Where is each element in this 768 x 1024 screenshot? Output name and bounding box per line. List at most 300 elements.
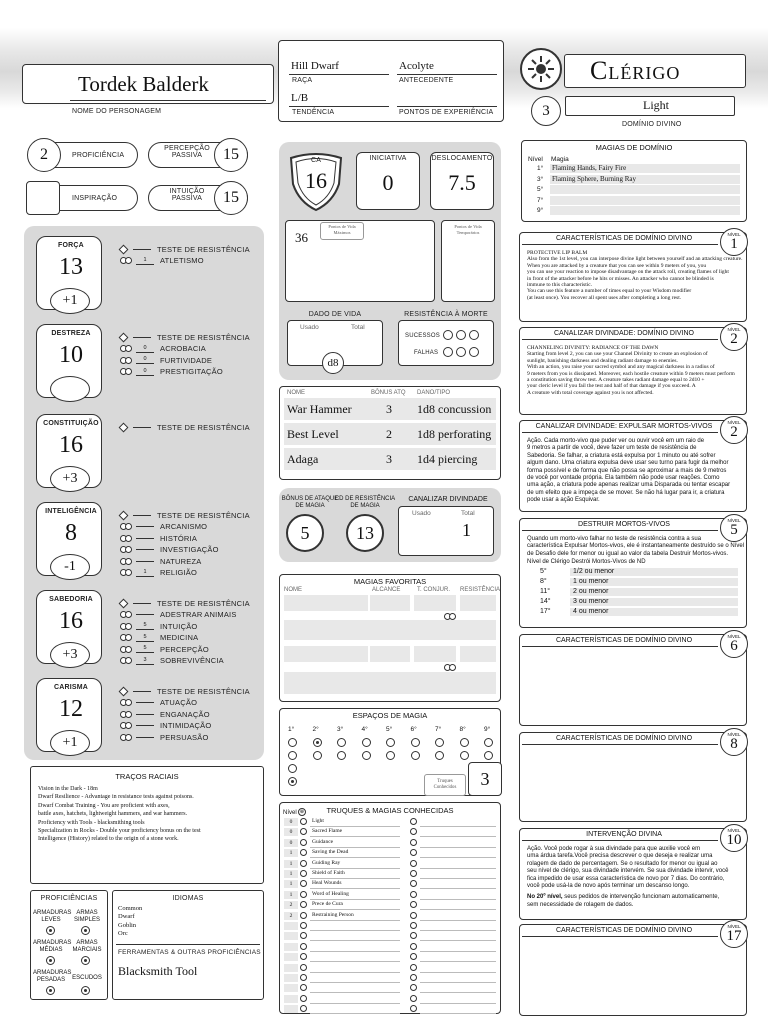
fav-spell-2-range[interactable] <box>370 646 410 662</box>
skill-value[interactable]: 5 <box>136 645 154 653</box>
skill-label: INTIMIDAÇÃO <box>160 721 212 730</box>
known-spell-prepared[interactable] <box>300 860 307 867</box>
save-proficiency-icon[interactable] <box>119 422 129 432</box>
racial-traits-text[interactable] <box>38 785 260 844</box>
feature-text-line: você pode usá-la de novo após terminar um descanso longo. <box>527 883 690 889</box>
known-spell-level[interactable] <box>284 953 298 961</box>
class-level[interactable]: 3 <box>531 96 561 126</box>
ability-modifier[interactable]: +1 <box>50 730 90 756</box>
channel-total-value[interactable]: 1 <box>462 520 471 540</box>
known-spell-level[interactable] <box>284 1005 298 1013</box>
skill-label: INTUIÇÃO <box>160 621 198 631</box>
known-spell-level[interactable]: 0 <box>284 818 298 826</box>
spell-slot-toggle[interactable] <box>313 751 322 760</box>
ability-name: DESTREZA <box>51 330 91 337</box>
skill-label: INVESTIGAÇÃO <box>160 545 219 554</box>
feature-table-level: 11° <box>540 588 551 596</box>
skill-value[interactable]: 1 <box>136 257 154 265</box>
skill-proficiency-icon[interactable] <box>120 699 130 706</box>
spell-slot-toggle[interactable] <box>411 738 420 747</box>
known-spell-name[interactable]: Saving the Dead <box>312 849 349 856</box>
known-spell-prepared-2[interactable] <box>410 891 417 898</box>
known-spell-prepared[interactable] <box>300 995 307 1002</box>
cantrips-known-value[interactable]: 3 <box>468 762 502 796</box>
armor-class-value[interactable]: 16 <box>305 168 327 193</box>
skill-value[interactable]: 3 <box>136 657 154 665</box>
known-spell-prepared[interactable] <box>300 839 307 846</box>
weapons-martial-label: ARMAS MARCIAIS <box>72 940 102 953</box>
initiative-value[interactable]: 0 <box>382 170 394 195</box>
ability-modifier[interactable]: +3 <box>50 642 90 668</box>
armor-light-toggle[interactable] <box>46 926 55 935</box>
spell-slots-title: ESPAÇOS DE MAGIA <box>352 711 428 720</box>
racial-traits-title: TRAÇOS RACIAIS <box>115 772 179 781</box>
feature-level[interactable]: NÍVEL 5 <box>720 514 748 542</box>
known-spell-prepared-2[interactable] <box>410 943 417 950</box>
feature-level[interactable]: NÍVEL 8 <box>720 728 748 756</box>
spell-slot-toggle[interactable] <box>337 751 346 760</box>
known-spell-name[interactable]: Sacred Flame <box>312 828 343 835</box>
known-spell-name[interactable]: Light <box>312 818 324 824</box>
known-spell-line <box>310 982 400 983</box>
known-spells-level-label: Nível <box>283 810 297 816</box>
known-spell-prepared-2[interactable] <box>410 818 417 825</box>
ability-score[interactable]: 8 <box>65 520 77 546</box>
skill-value[interactable] <box>136 725 154 726</box>
spell-slot-toggle[interactable] <box>288 738 297 747</box>
known-spell-line <box>310 961 400 962</box>
passive-perception-label-1: PERCEPÇÃO <box>164 145 210 152</box>
known-spell-prepared-2[interactable] <box>410 912 417 919</box>
feature-title-underline <box>522 936 718 937</box>
skill-row <box>120 556 201 566</box>
skill-row <box>120 610 237 620</box>
feature-text-line: característica Expulsar Mortos-vivos, ele é instantaneamente destruído se o Nível <box>527 543 745 550</box>
feature-table-level: 17° <box>540 608 551 616</box>
spell-slot-toggle[interactable] <box>460 751 469 760</box>
save-proficiency-icon[interactable] <box>119 686 129 696</box>
feature-title: CARACTERÍSTICAS DE DOMÍNIO DIVINO <box>555 235 693 242</box>
background-value[interactable]: Acolyte <box>399 60 434 72</box>
alignment-value[interactable]: L/B <box>291 92 309 104</box>
skill-proficiency-icon[interactable] <box>120 634 130 641</box>
known-spell-name[interactable]: Word of Healing <box>312 890 349 897</box>
attack-damage: 1d4 piercing <box>417 452 478 466</box>
skill-value[interactable] <box>133 691 151 692</box>
known-spells-filter[interactable]: ⊕ <box>299 810 305 815</box>
known-spell-line-2 <box>420 1003 496 1004</box>
spell-slot-toggle[interactable] <box>435 738 444 747</box>
ability-score[interactable]: 10 <box>59 342 83 368</box>
spell-slot-toggle[interactable] <box>288 777 297 786</box>
known-spell-line-2 <box>420 826 496 827</box>
spell-slot-toggle[interactable] <box>386 751 395 760</box>
tools-title: FERRAMENTAS & OUTRAS PROFICIÊNCIAS <box>118 949 261 956</box>
speed-value[interactable]: 7.5 <box>448 170 476 195</box>
ability-modifier[interactable]: +1 <box>50 288 90 314</box>
feature-level[interactable]: NÍVEL 10 <box>720 824 748 852</box>
feature-text-line: forma possível e de forma que não possa se aproximar a mais de 9 metros <box>527 467 727 474</box>
skill-proficiency-icon[interactable] <box>120 711 130 718</box>
domain-label: DOMÍNIO DIVINO <box>622 121 682 128</box>
skill-row <box>120 344 206 354</box>
skill-label: ARCANISMO <box>160 522 208 531</box>
known-spell-level[interactable] <box>284 974 298 982</box>
save-proficiency-icon[interactable] <box>119 598 129 608</box>
skill-proficiency-icon[interactable] <box>120 368 130 375</box>
feature-text-line: seu nível de clérigo, sua divindade intervém. Se sua divindade intervir, você <box>527 868 729 875</box>
skill-proficiency-icon[interactable] <box>120 646 130 653</box>
racial-trait-line: Vision in the Dark - 18m <box>38 786 98 792</box>
skill-value[interactable] <box>133 427 151 428</box>
fav-spell-2-save[interactable] <box>460 646 496 662</box>
skill-proficiency-icon[interactable] <box>120 657 130 664</box>
feature-table-level: 8° <box>540 578 547 586</box>
feature-title: CANALIZAR DIVINDADE: EXPULSAR MORTOS-VIVOS <box>535 423 713 430</box>
skill-row <box>120 355 212 365</box>
known-spell-prepared[interactable] <box>300 912 307 919</box>
known-spell-level[interactable] <box>284 984 298 992</box>
armor-light-label: ARMADURAS LEVES <box>33 910 72 923</box>
feature-text-line: algum dano. Uma criatura expulsa deve usar seu turno para fugir da melhor <box>527 460 729 467</box>
known-spell-line-2 <box>420 972 496 973</box>
spell-slot-toggle[interactable] <box>288 751 297 760</box>
known-spell-line-2 <box>420 888 496 889</box>
feature-text-line: Ação. Cada morto-vivo que puder ver ou ouvir você em um raio de <box>527 438 705 444</box>
known-spell-name[interactable]: Guidance <box>312 838 334 845</box>
feature-text-line: immune to this characteristic. <box>527 282 593 288</box>
proficiency-value[interactable]: 2 <box>27 138 61 172</box>
spell-slot-toggle[interactable] <box>313 738 322 747</box>
skill-value[interactable] <box>133 249 151 250</box>
armor-class-label: CA <box>310 157 322 164</box>
known-spell-level[interactable]: 1 <box>284 880 298 888</box>
favorite-spells-title: MAGIAS FAVORITAS <box>353 577 427 586</box>
slot-level-label: 3° <box>337 726 344 733</box>
race-value[interactable]: Hill Dwarf <box>291 60 339 72</box>
feature-title: DESTRUIR MORTOS-VIVOS <box>578 521 670 528</box>
domain-spell-level: 7° <box>537 196 544 204</box>
ability-score[interactable]: 13 <box>59 254 83 280</box>
skill-proficiency-icon[interactable] <box>120 257 130 264</box>
known-spell-name[interactable]: Restraining Person <box>312 911 354 918</box>
skill-value[interactable]: 0 <box>136 345 154 353</box>
spell-slot-toggle[interactable] <box>460 738 469 747</box>
character-name[interactable]: Tordek Balderk <box>78 72 209 96</box>
skill-row <box>120 721 211 731</box>
skill-value[interactable] <box>133 603 151 604</box>
feature-level[interactable]: NÍVEL 1 <box>720 228 748 256</box>
known-spell-line-2 <box>420 909 496 910</box>
known-spell-prepared[interactable] <box>300 891 307 898</box>
fav-spell-1-save[interactable] <box>460 595 496 611</box>
slot-level-label: 6° <box>410 726 417 733</box>
known-spell-prepared-2[interactable] <box>410 964 417 971</box>
feature-text-line: pode usar a ação Esquivar. <box>527 497 600 504</box>
feature-level[interactable]: NÍVEL 2 <box>720 323 748 351</box>
save-proficiency-icon[interactable] <box>119 244 129 254</box>
skill-proficiency-icon[interactable] <box>120 523 130 530</box>
feature-text-line: de você por vontade própria. Ela também não pode usar reações. Como <box>527 475 720 481</box>
known-spell-prepared-2[interactable] <box>410 974 417 981</box>
feature-extra <box>527 894 743 909</box>
skill-proficiency-icon[interactable] <box>120 722 130 729</box>
skill-value[interactable] <box>136 614 154 615</box>
known-spell-level[interactable]: 1 <box>284 891 298 899</box>
known-spell-prepared-2[interactable] <box>410 922 417 929</box>
spell-attack-label: BÔNUS DE ATAQUE DE MAGIA <box>281 496 339 509</box>
spell-slot-toggle[interactable] <box>362 738 371 747</box>
domain-spells-magic-header: Magia <box>551 156 569 163</box>
skill-proficiency-icon[interactable] <box>120 734 130 741</box>
max-hp-value[interactable]: 36 <box>295 230 308 245</box>
passive-perception-value[interactable]: 15 <box>214 138 248 172</box>
known-spell-line <box>310 972 400 973</box>
skill-proficiency-icon[interactable] <box>120 345 130 352</box>
fav-spell-2-name[interactable] <box>284 646 368 662</box>
skill-row <box>120 621 197 631</box>
feature-text-line: When you are attacked by a creature that you can see within 9 meters of you, you <box>527 262 707 269</box>
known-spell-prepared-2[interactable] <box>410 870 417 877</box>
known-spell-line <box>310 888 400 889</box>
feature-bold-prefix: No 20º nível, <box>527 894 563 901</box>
save-proficiency-icon[interactable] <box>119 510 129 520</box>
ability-name: CARISMA <box>53 684 89 691</box>
feature-extra-line: sem necessidade de rolagem de dados. <box>527 901 634 908</box>
feature-title-underline <box>522 744 718 745</box>
feature-text-line: de um efeito que a impeça de se mover. Se não há lugar para ir, a criatura <box>527 489 725 496</box>
ability-score[interactable]: 16 <box>59 608 83 634</box>
armor-medium-label: ARMADURAS MÉDIAS <box>33 940 72 953</box>
spell-slot-toggle[interactable] <box>337 738 346 747</box>
feature-box <box>519 924 747 1016</box>
spell-dc-label: CD DE RESISTÊNCIA DE MAGIA <box>334 496 396 509</box>
weapons-simple-label: ARMAS SIMPLES <box>73 910 100 923</box>
skill-value[interactable]: 0 <box>136 356 154 364</box>
known-spell-name[interactable]: Guiding Ray <box>312 859 341 866</box>
attacks-header-name: NOME <box>287 390 305 396</box>
feature-text-line: your cleric level if you fail the test and half of that damage if you succeed. A <box>527 383 696 390</box>
spell-dc-value[interactable]: 13 <box>346 514 384 552</box>
success-checks[interactable] <box>443 330 479 340</box>
fav-header-range: ALCANCE <box>372 587 401 593</box>
skill-value[interactable]: 5 <box>136 622 154 630</box>
known-spell-prepared-2[interactable] <box>410 995 417 1002</box>
racial-trait-line: Intelligence (History) related to the origin of a stone work. <box>38 836 179 843</box>
save-proficiency-icon[interactable] <box>119 332 129 342</box>
skill-row <box>120 256 204 266</box>
skill-value[interactable] <box>136 737 154 738</box>
known-spell-prepared[interactable] <box>300 870 307 877</box>
shields-toggle[interactable] <box>81 986 90 995</box>
ability-score[interactable]: 12 <box>59 696 83 722</box>
skill-proficiency-icon[interactable] <box>120 623 130 630</box>
inspiration-checkbox[interactable] <box>26 181 60 215</box>
fav-header-name: NOME <box>284 587 302 593</box>
known-spell-prepared[interactable] <box>300 922 307 929</box>
feature-text-line: fica impedido de usar essa característica de novo por 7 dias. Do contrário, <box>527 875 725 882</box>
ability-score[interactable]: 16 <box>59 432 83 458</box>
skill-row <box>120 244 250 254</box>
domain-spell-field[interactable] <box>550 206 740 215</box>
spell-slot-toggle[interactable] <box>484 751 493 760</box>
inspiration-label: INSPIRAÇÃO <box>72 195 118 202</box>
skill-value[interactable]: 0 <box>136 368 154 376</box>
known-spell-level[interactable] <box>284 922 298 930</box>
feature-text-line: Ação. Você pode rogar à sua divindade para que auxilie você em <box>527 846 701 852</box>
skill-value[interactable] <box>136 549 154 550</box>
known-spell-level[interactable]: 2 <box>284 901 298 909</box>
feature-level[interactable]: NÍVEL 2 <box>720 416 748 444</box>
failure-checks[interactable] <box>443 347 479 357</box>
known-spell-level[interactable]: 2 <box>284 912 298 920</box>
skill-row <box>120 633 198 643</box>
channel-divinity-label: CANALIZAR DIVINDADE <box>408 496 488 503</box>
feature-text-line: Sabedoria. Se falhar, a criatura está expulsa por 1 minuto ou até sofrer <box>527 452 716 459</box>
ability-modifier[interactable]: +3 <box>50 466 90 492</box>
feature-text-line: A creature with total coverage against you is not affected. <box>527 389 654 396</box>
skill-label: TESTE DE RESISTÊNCIA <box>157 686 250 696</box>
known-spell-line-2 <box>420 857 496 858</box>
armor-medium-toggle[interactable] <box>46 956 55 965</box>
known-spell-line <box>310 940 400 941</box>
feature-table-level: 5° <box>540 568 547 576</box>
spell-slot-toggle[interactable] <box>288 764 297 773</box>
known-spell-line-2 <box>420 920 496 921</box>
skill-value[interactable] <box>136 702 154 703</box>
known-spell-prepared[interactable] <box>300 964 307 971</box>
known-spell-prepared[interactable] <box>300 974 307 981</box>
skill-label: SOBREVIVÊNCIA <box>160 656 224 665</box>
feature-extra-line: seus pedidos de intervenção funcionam automaticamente, <box>562 894 720 901</box>
skill-row <box>120 709 210 719</box>
known-spell-line <box>310 868 400 869</box>
skill-row <box>120 644 209 654</box>
skill-value[interactable]: 1 <box>136 569 154 577</box>
passive-insight-value[interactable]: 15 <box>214 181 248 215</box>
skill-label: FURTIVIDADE <box>160 355 213 365</box>
ability-modifier[interactable]: -1 <box>50 554 90 580</box>
fav-spell-1-range[interactable] <box>370 595 410 611</box>
skill-proficiency-icon[interactable] <box>120 558 130 565</box>
feature-level[interactable]: NÍVEL 17 <box>720 920 748 948</box>
temp-hp-label: Pontos de Vida Temporários <box>454 224 482 235</box>
skill-label: ATLETISMO <box>160 256 204 265</box>
feature-text-line: You can use this feature a number of times equal to your Wisdom modifier <box>527 288 692 295</box>
known-spell-level[interactable]: 1 <box>284 860 298 868</box>
known-spell-prepared-2[interactable] <box>410 860 417 867</box>
known-spell-name[interactable]: Shield of Faith <box>312 870 345 876</box>
known-spell-level[interactable]: 0 <box>284 839 298 847</box>
known-spell-prepared-2[interactable] <box>410 839 417 846</box>
weapons-simple-toggle[interactable] <box>81 926 90 935</box>
racial-trait-line: Dwarf Combat Training - You are proficient with axes, <box>38 802 170 809</box>
skill-value[interactable] <box>133 515 151 516</box>
known-spell-level[interactable] <box>284 943 298 951</box>
skill-proficiency-icon[interactable] <box>120 357 130 364</box>
fav-spell-1-notes[interactable] <box>284 620 496 640</box>
skill-row <box>120 698 197 708</box>
spell-attack-value[interactable]: 5 <box>286 514 324 552</box>
known-spell-name[interactable]: Prece de Cura <box>312 901 343 908</box>
known-spell-prepared[interactable] <box>300 818 307 825</box>
spell-slot-toggle[interactable] <box>411 751 420 760</box>
attacks-header-damage: DANO/TIPO <box>417 390 451 396</box>
skill-label: RELIGIÃO <box>160 568 198 577</box>
domain-spell-level: 9° <box>537 207 544 215</box>
known-spell-line <box>310 826 400 827</box>
known-spell-level[interactable] <box>284 932 298 940</box>
known-spell-level[interactable] <box>284 995 298 1003</box>
racial-trait-line: Dwarf Resilience - Advantage in resistance tests against poisons. <box>38 794 194 801</box>
ability-modifier[interactable] <box>50 376 90 402</box>
domain-value[interactable]: Light <box>643 98 669 112</box>
known-spell-name[interactable]: Heal Wounds <box>312 880 342 887</box>
known-spell-level[interactable]: 1 <box>284 849 298 857</box>
feature-table-header: Nível de Clérigo Destrói Mortos-Vivos de ND <box>527 559 646 566</box>
cantrips-known-label: Truques Conhecidos <box>433 779 457 790</box>
known-spell-level[interactable]: 0 <box>284 828 298 836</box>
skill-value[interactable]: 5 <box>136 634 154 642</box>
skill-proficiency-icon[interactable] <box>120 535 130 542</box>
spell-slot-toggle[interactable] <box>435 751 444 760</box>
fav-spell-2-notes[interactable] <box>284 672 496 694</box>
known-spells-title: TRUQUES & MAGIAS CONHECIDAS <box>326 806 454 815</box>
feature-title-underline <box>522 339 718 340</box>
domain-spell-field[interactable] <box>550 185 740 194</box>
skill-value[interactable] <box>133 337 151 338</box>
spell-slot-toggle[interactable] <box>484 738 493 747</box>
known-spell-level[interactable] <box>284 964 298 972</box>
tools-value[interactable]: Blacksmith Tool <box>118 964 198 978</box>
armor-heavy-toggle[interactable] <box>46 986 55 995</box>
skill-value[interactable] <box>136 526 154 527</box>
feature-text-line: you can use your reaction to impose disadvantage on the attack roll, creating flames of light <box>527 269 729 276</box>
skill-value[interactable] <box>136 538 154 539</box>
skill-value[interactable] <box>136 714 154 715</box>
ability-name: FORÇA <box>58 242 84 249</box>
feature-level[interactable]: NÍVEL 6 <box>720 630 748 658</box>
feature-text-line: rolagem de dado de percentagem. Se o resultado for menor ou igual ao <box>527 860 718 867</box>
feature-text-line: CHANNELING DIVINITY: RADIANCE OF THE DAWN <box>527 345 659 351</box>
skill-proficiency-icon[interactable] <box>120 611 130 618</box>
hit-die-value[interactable]: d8 <box>322 352 344 374</box>
known-spell-line-2 <box>420 951 496 952</box>
ability-name: INTELIGÊNCIA <box>45 508 97 515</box>
skill-label: ATUAÇÃO <box>160 698 198 707</box>
languages-list[interactable] <box>118 905 142 938</box>
proficiencies-title: PROFICIÊNCIAS <box>40 895 98 902</box>
skill-proficiency-icon[interactable] <box>120 546 130 553</box>
spell-slot-toggle[interactable] <box>362 751 371 760</box>
domain-spell-field[interactable] <box>550 196 740 205</box>
fav-header-save: RESISTÊNCIA <box>460 587 501 593</box>
skill-value[interactable] <box>136 561 154 562</box>
racial-trait-line: battle axes, hatchets, lightweight hammers, and war hammers. <box>38 811 188 818</box>
feature-text-line: Quando um morto-vivo falhar no teste de resistência contra a sua <box>527 536 702 542</box>
known-spell-line <box>310 857 400 858</box>
skill-row <box>120 522 207 532</box>
fav-spell-1-name[interactable] <box>284 595 368 611</box>
xp-label: PONTOS DE EXPERIÊNCIA <box>399 109 494 116</box>
skill-proficiency-icon[interactable] <box>120 569 130 576</box>
weapons-martial-toggle[interactable] <box>81 956 90 965</box>
known-spell-prepared[interactable] <box>300 943 307 950</box>
spell-slot-toggle[interactable] <box>386 738 395 747</box>
feature-title: CARACTERÍSTICAS DE DOMÍNIO DIVINO <box>555 637 693 644</box>
skill-row <box>120 367 223 377</box>
known-spell-level[interactable]: 1 <box>284 870 298 878</box>
